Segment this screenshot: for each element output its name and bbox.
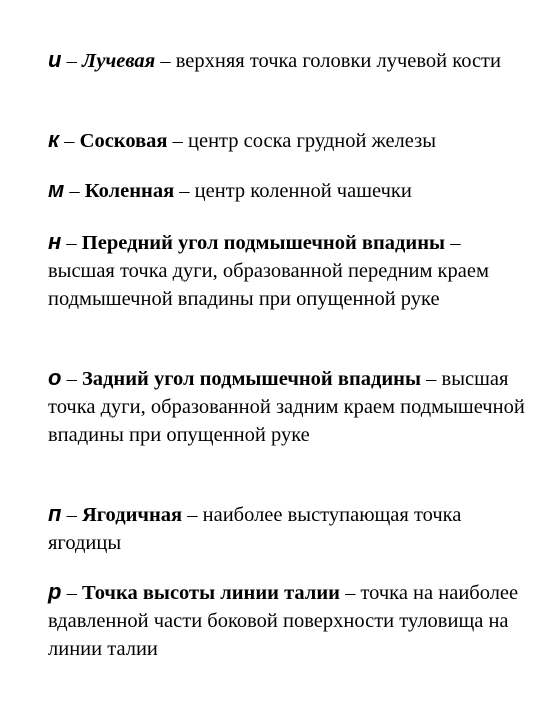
entry-knee-point xyxy=(48,176,528,205)
entry-letter: р xyxy=(48,579,62,604)
entry-dash: – xyxy=(61,582,82,604)
entry-dash: – xyxy=(64,180,85,202)
entry-term: Сосковая xyxy=(79,130,168,152)
entry-description: – высшая точка дуги, образованной передним краем подмышечной впадины при опущенной руке xyxy=(48,232,489,310)
entry-term: Коленная xyxy=(84,180,175,202)
entry-dash: – xyxy=(59,130,80,152)
entry-radial-point xyxy=(48,46,528,75)
entry-term: Ягодичная xyxy=(81,504,183,526)
entry-description: – центр коленной чашечки xyxy=(174,180,412,202)
entry-anterior-axilla-point xyxy=(48,228,528,313)
entry-letter: п xyxy=(48,501,62,526)
entry-dash: – xyxy=(61,368,82,390)
entry-dash: – xyxy=(61,50,82,72)
entry-dash: – xyxy=(61,504,82,526)
entry-waist-height-point xyxy=(48,578,528,663)
entry-letter: о xyxy=(48,365,62,390)
entry-description: – точка на наиболее вдавленной части боковой поверхности туловища на линии талии xyxy=(48,582,519,660)
entry-dash: – xyxy=(61,232,82,254)
entry-description: – высшая точка дуги, образованной задним краем подмышечной впадины при опущенной руке xyxy=(48,368,525,446)
entry-letter: и xyxy=(48,47,62,72)
entry-description: – центр соска грудной железы xyxy=(167,130,437,152)
entry-term: Задний угол подмышечной впадины xyxy=(81,368,422,390)
entry-letter: м xyxy=(48,177,65,202)
entry-gluteal-point xyxy=(48,500,528,557)
entry-description: – верхняя точка головки лучевой кости xyxy=(155,50,501,72)
entry-description: – наиболее выступающая точка ягодицы xyxy=(48,504,462,554)
entry-term: Передний угол подмышечной впадины xyxy=(81,232,446,254)
entry-letter: к xyxy=(48,127,60,152)
entry-nipple-point xyxy=(48,126,528,155)
entry-letter: н xyxy=(48,229,62,254)
entry-term: Точка высоты линии талии xyxy=(81,582,340,604)
entry-term: Лучевая xyxy=(81,50,156,72)
entry-posterior-axilla-point xyxy=(48,364,528,449)
